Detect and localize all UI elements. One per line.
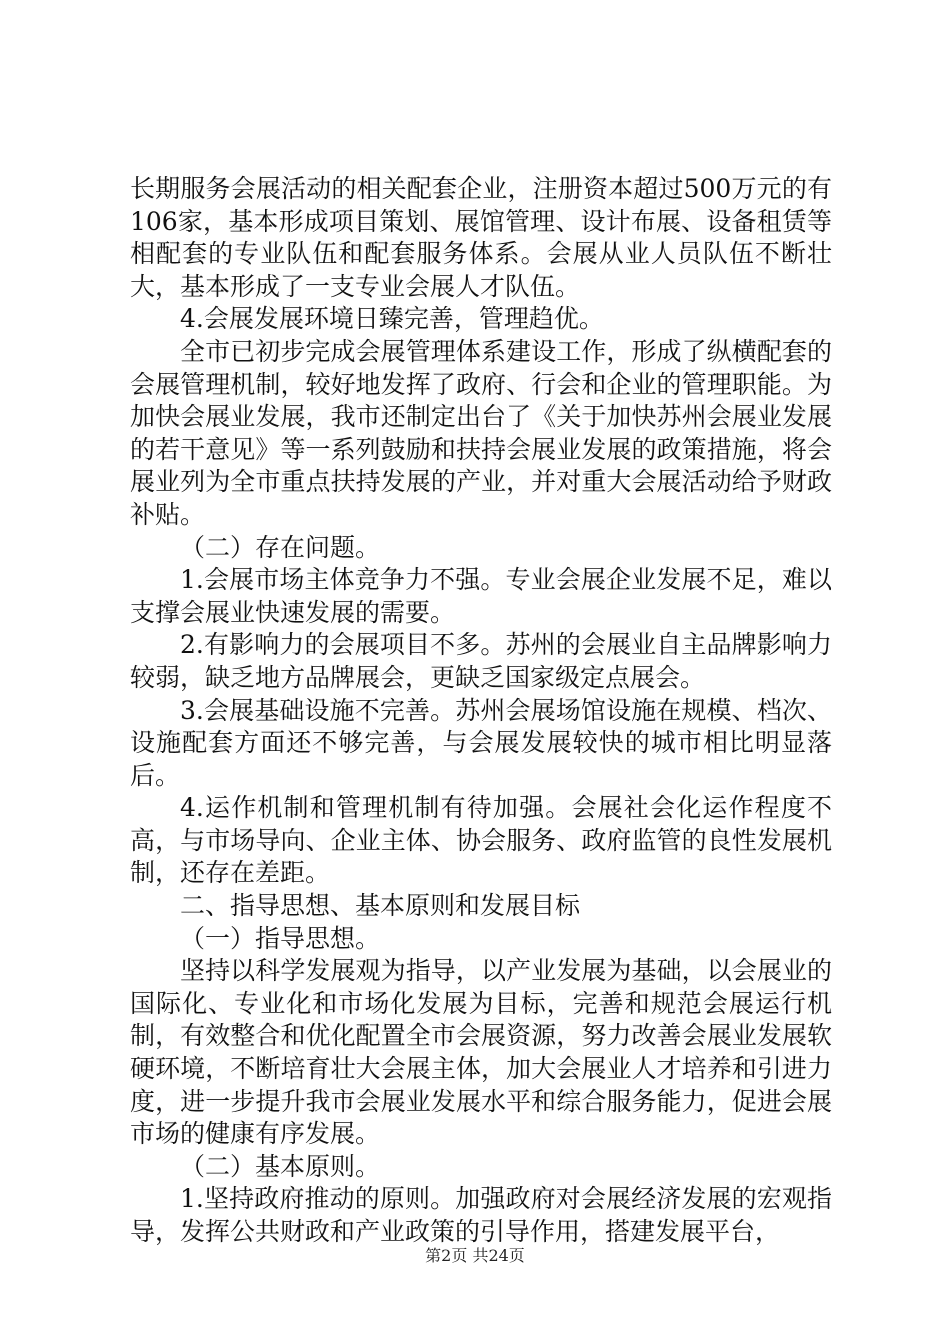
paragraph: 全市已初步完成会展管理体系建设工作，形成了纵横配套的会展管理机制，较好地发挥了政府、行会和企业的管理职能。为加快会展业发展，我市还制定出台了《关于加快苏州会展业发展的若干意见》等一系列鼓励和扶持会展业发展的政策措施，将会展业列为全市重点扶持发展的产业，并对重大会展活动给予财政补贴。: [130, 336, 832, 529]
list-item: 4.运作机制和管理机制有待加强。会展社会化运作程度不高，与市场导向、企业主体、协会服务、政府监管的良性发展机制，还存在差距。: [130, 793, 832, 888]
section-heading: 二、指导思想、基本原则和发展目标: [180, 891, 581, 921]
list-item: 3.会展基础设施不完善。苏州会展场馆设施在规模、档次、设施配套方面还不够完善，与会展发展较快的城市相比明显落后。: [130, 695, 832, 790]
section-subheading: （二）基本原则。: [180, 1151, 381, 1181]
list-item: 1.坚持政府推动的原则。加强政府对会展经济发展的宏观指导，发挥公共财政和产业政策的引导作用，搭建发展平台，: [130, 1184, 832, 1246]
document-body: [130, 173, 832, 1249]
paragraph-continuation: 长期服务会展活动的相关配套企业，注册资本超过500万元的有106家，基本形成项目策划、展馆管理、设计布展、设备租赁等相配套的专业队伍和配套服务体系。会展从业人员队伍不断壮大，基本形成了一支专业会展人才队伍。: [130, 174, 832, 301]
section-subheading: （一）指导思想。: [180, 923, 381, 953]
paragraph: 坚持以科学发展观为指导，以产业发展为基础，以会展业的国际化、专业化和市场化发展为目标，完善和规范会展运行机制，有效整合和优化配置全市会展资源，努力改善会展业发展软硬环境，不断培育壮大会展主体，加大会展业人才培养和引进力度，进一步提升我市会展业发展水平和综合服务能力，促进会展市场的健康有序发展。: [130, 956, 832, 1149]
list-item: 1.会展市场主体竞争力不强。专业会展企业发展不足，难以支撑会展业快速发展的需要。: [130, 565, 832, 627]
section-subheading: （二）存在问题。: [180, 532, 381, 562]
page-number-footer: 第2页 共24页: [425, 1246, 525, 1265]
paragraph-heading-4: 4.会展发展环境日臻完善，管理趋优。: [180, 304, 604, 334]
list-item: 2.有影响力的会展项目不多。苏州的会展业自主品牌影响力较弱，缺乏地方品牌展会，更缺乏国家级定点展会。: [130, 630, 832, 692]
